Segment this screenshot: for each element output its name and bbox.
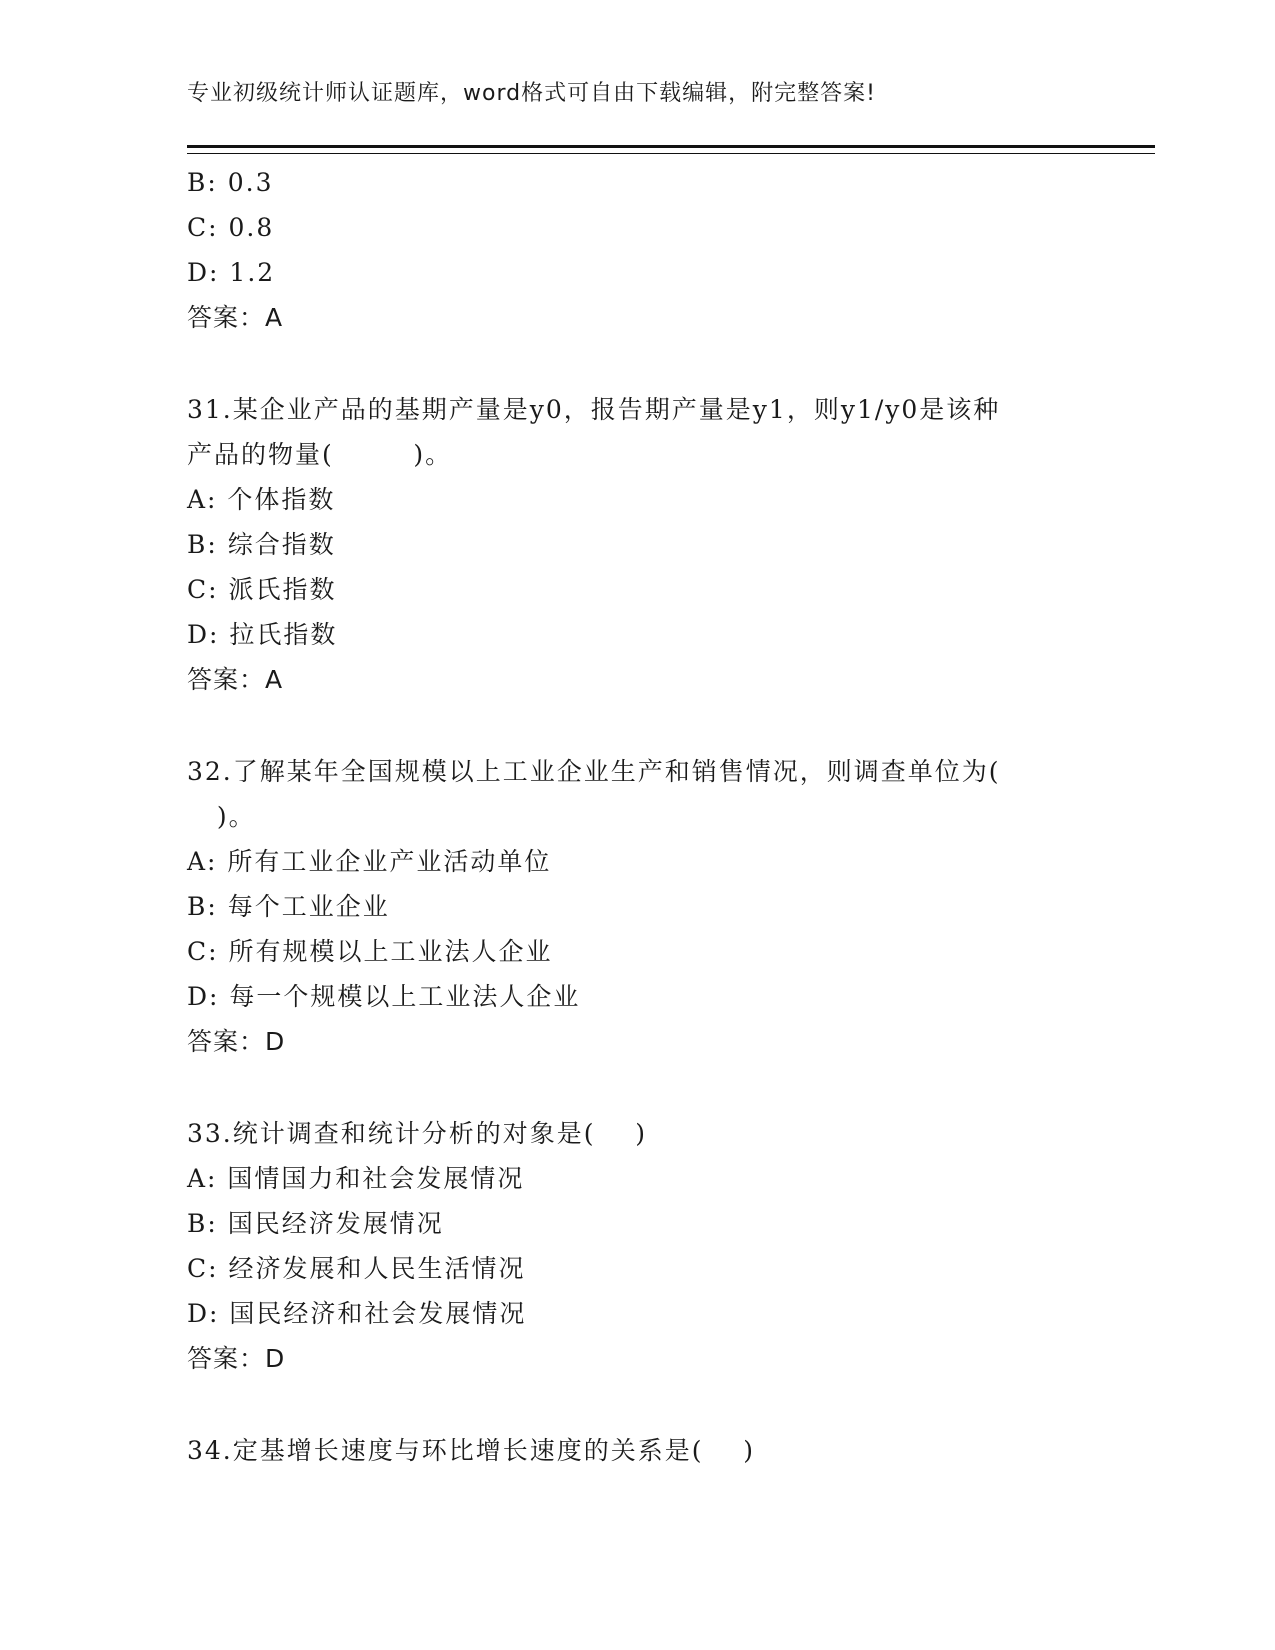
option-d: D: 每一个规模以上工业法人企业 (187, 982, 581, 1011)
option-a: A: 个体指数 (187, 485, 336, 514)
option-c: C: 经济发展和人民生活情况 (187, 1254, 526, 1283)
question-text: 34.定基增长速度与环比增长速度的关系是( ) (187, 1436, 756, 1465)
document-body (187, 160, 1087, 1473)
question-text: 33.统计调查和统计分析的对象是( ) (187, 1119, 648, 1148)
header-divider (187, 145, 1155, 154)
question-text: 31.某企业产品的基期产量是y0，报告期产量是y1，则y1/y0是该种 (187, 395, 1001, 424)
previous-question-options (187, 160, 1087, 340)
option-c: C: 派氏指数 (187, 575, 337, 604)
option-a: A: 所有工业企业产业活动单位 (187, 847, 552, 876)
question-34 (187, 1428, 1087, 1473)
option-d: D: 1.2 (187, 258, 276, 287)
option-c: C: 所有规模以上工业法人企业 (187, 937, 553, 966)
spacer (187, 340, 1087, 387)
option-c: C: 0.8 (187, 213, 275, 242)
page-header: 专业初级统计师认证题库，word格式可自由下载编辑，附完整答案! (187, 81, 876, 106)
question-text: )。 (187, 802, 256, 831)
question-32 (187, 749, 1087, 1064)
option-d: D: 拉氏指数 (187, 620, 338, 649)
question-31 (187, 387, 1087, 702)
option-b: B: 每个工业企业 (187, 892, 390, 921)
spacer (187, 1064, 1087, 1111)
option-b: B: 国民经济发展情况 (187, 1209, 444, 1238)
question-text: 32.了解某年全国规模以上工业企业生产和销售情况，则调查单位为( (187, 757, 1001, 786)
answer: 答案：A (187, 665, 284, 694)
question-text: 产品的物量( )。 (187, 440, 453, 469)
answer: 答案：D (187, 1344, 286, 1373)
option-b: B: 综合指数 (187, 530, 336, 559)
question-33 (187, 1111, 1087, 1381)
answer: 答案：A (187, 303, 284, 332)
option-a: A: 国情国力和社会发展情况 (187, 1164, 525, 1193)
option-d: D: 国民经济和社会发展情况 (187, 1299, 527, 1328)
spacer (187, 1381, 1087, 1428)
option-b: B: 0.3 (187, 168, 274, 197)
answer: 答案：D (187, 1027, 286, 1056)
spacer (187, 702, 1087, 749)
